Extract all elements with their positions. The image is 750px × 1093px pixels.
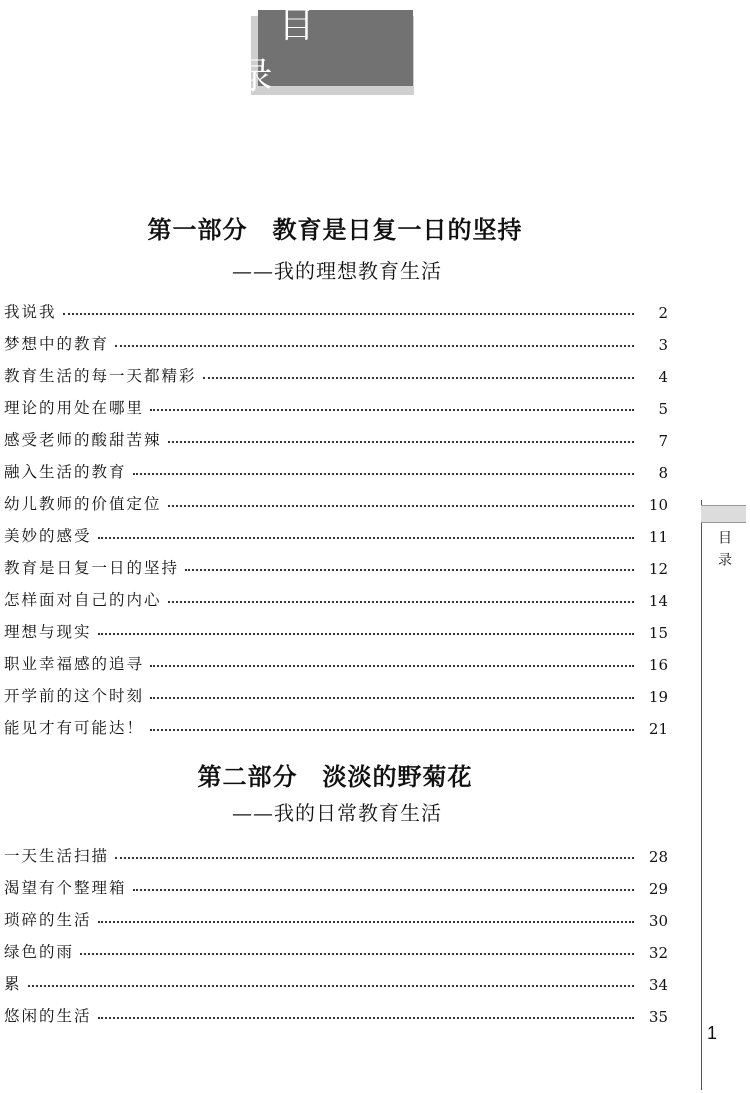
toc-entry[interactable] bbox=[4, 322, 668, 354]
toc-entry-page: 10 bbox=[648, 496, 668, 514]
toc-entry-label: 渴望有个整理箱 bbox=[4, 879, 127, 897]
toc-entry-page: 4 bbox=[658, 368, 668, 386]
toc-entry[interactable] bbox=[4, 898, 668, 930]
toc-entry-page: 21 bbox=[648, 720, 668, 738]
toc-entry-label: 悠闲的生活 bbox=[4, 1007, 92, 1025]
toc-entry-page: 14 bbox=[648, 592, 668, 610]
toc-entry[interactable] bbox=[4, 482, 668, 514]
page-title: 目 录 bbox=[236, 5, 435, 97]
toc-entry[interactable] bbox=[4, 834, 668, 866]
toc-entry-label: 能见才有可能达！ bbox=[4, 719, 145, 737]
side-tab-marker bbox=[701, 505, 746, 523]
toc-entry[interactable] bbox=[4, 962, 668, 994]
toc-entry-label: 融入生活的教育 bbox=[4, 463, 127, 481]
toc-entry[interactable] bbox=[4, 450, 668, 482]
part-1-toc bbox=[4, 290, 668, 738]
part-2-toc bbox=[4, 834, 668, 1026]
toc-entry-page: 11 bbox=[648, 528, 668, 546]
toc-entry[interactable] bbox=[4, 418, 668, 450]
toc-entry-label: 怎样面对自己的内心 bbox=[4, 591, 162, 609]
dot-leader bbox=[63, 313, 634, 315]
toc-entry-page: 28 bbox=[648, 848, 668, 866]
toc-entry[interactable] bbox=[4, 994, 668, 1026]
part-2-title: 第二部分 淡淡的野菊花 bbox=[197, 762, 473, 791]
dot-leader bbox=[80, 953, 634, 955]
toc-entry[interactable] bbox=[4, 610, 668, 642]
toc-entry[interactable] bbox=[4, 290, 668, 322]
toc-entry[interactable] bbox=[4, 674, 668, 706]
toc-entry-label: 理想与现实 bbox=[4, 623, 92, 641]
toc-entry-label: 幼儿教师的价值定位 bbox=[4, 495, 162, 513]
toc-entry-page: 34 bbox=[648, 976, 668, 994]
toc-entry-page: 30 bbox=[648, 912, 668, 930]
toc-entry[interactable] bbox=[4, 578, 668, 610]
toc-entry-page: 2 bbox=[658, 304, 668, 322]
toc-entry-label: 开学前的这个时刻 bbox=[4, 687, 145, 705]
toc-entry-page: 16 bbox=[648, 656, 668, 674]
dot-leader bbox=[115, 857, 634, 859]
dot-leader bbox=[185, 569, 634, 571]
toc-entry[interactable] bbox=[4, 354, 668, 386]
part-1-title: 第一部分 教育是日复一日的坚持 bbox=[147, 215, 523, 244]
toc-entry-label: 感受老师的酸甜苦辣 bbox=[4, 431, 162, 449]
toc-entry-label: 理论的用处在哪里 bbox=[4, 399, 145, 417]
toc-entry-page: 8 bbox=[658, 464, 668, 482]
toc-entry-page: 12 bbox=[648, 560, 668, 578]
toc-entry-label: 教育是日复一日的坚持 bbox=[4, 559, 180, 577]
dot-leader bbox=[98, 633, 634, 635]
dot-leader bbox=[98, 537, 634, 539]
toc-entry[interactable] bbox=[4, 386, 668, 418]
toc-entry-label: 累 bbox=[4, 975, 22, 993]
dot-leader bbox=[28, 985, 634, 987]
dot-leader bbox=[150, 729, 634, 731]
toc-entry[interactable] bbox=[4, 866, 668, 898]
toc-entry-label: 职业幸福感的追寻 bbox=[4, 655, 145, 673]
dot-leader bbox=[150, 697, 634, 699]
toc-entry[interactable] bbox=[4, 706, 668, 738]
toc-entry-label: 绿色的雨 bbox=[4, 943, 75, 961]
toc-entry[interactable] bbox=[4, 930, 668, 962]
toc-entry-page: 19 bbox=[648, 688, 668, 706]
toc-entry[interactable] bbox=[4, 514, 668, 546]
dot-leader bbox=[150, 665, 634, 667]
toc-entry-label: 梦想中的教育 bbox=[4, 335, 110, 353]
page-number: 1 bbox=[707, 1023, 718, 1043]
toc-entry-label: 琐碎的生活 bbox=[4, 911, 92, 929]
toc-entry-page: 29 bbox=[648, 880, 668, 898]
toc-entry-page: 15 bbox=[648, 624, 668, 642]
dot-leader bbox=[98, 921, 634, 923]
toc-entry-page: 32 bbox=[648, 944, 668, 962]
toc-entry-label: 一天生活扫描 bbox=[4, 847, 110, 865]
dot-leader bbox=[203, 377, 634, 379]
dot-leader bbox=[115, 345, 634, 347]
part-1-subtitle: ——我的理想教育生活 bbox=[232, 259, 442, 283]
toc-entry-label: 美妙的感受 bbox=[4, 527, 92, 545]
toc-entry-page: 3 bbox=[658, 336, 668, 354]
dot-leader bbox=[98, 1017, 634, 1019]
dot-leader bbox=[168, 505, 634, 507]
side-tab-label: 目录 bbox=[716, 530, 732, 574]
dot-leader bbox=[133, 889, 634, 891]
toc-entry-label: 我说我 bbox=[4, 303, 57, 321]
toc-entry[interactable] bbox=[4, 642, 668, 674]
toc-entry-page: 7 bbox=[658, 432, 668, 450]
toc-entry-label: 教育生活的每一天都精彩 bbox=[4, 367, 197, 385]
toc-entry-page: 5 bbox=[658, 400, 668, 418]
dot-leader bbox=[168, 441, 634, 443]
dot-leader bbox=[168, 601, 634, 603]
toc-entry[interactable] bbox=[4, 546, 668, 578]
toc-entry-page: 35 bbox=[648, 1008, 668, 1026]
part-2-subtitle: ——我的日常教育生活 bbox=[232, 801, 442, 825]
side-rule bbox=[701, 500, 702, 1090]
dot-leader bbox=[133, 473, 634, 475]
dot-leader bbox=[150, 409, 634, 411]
